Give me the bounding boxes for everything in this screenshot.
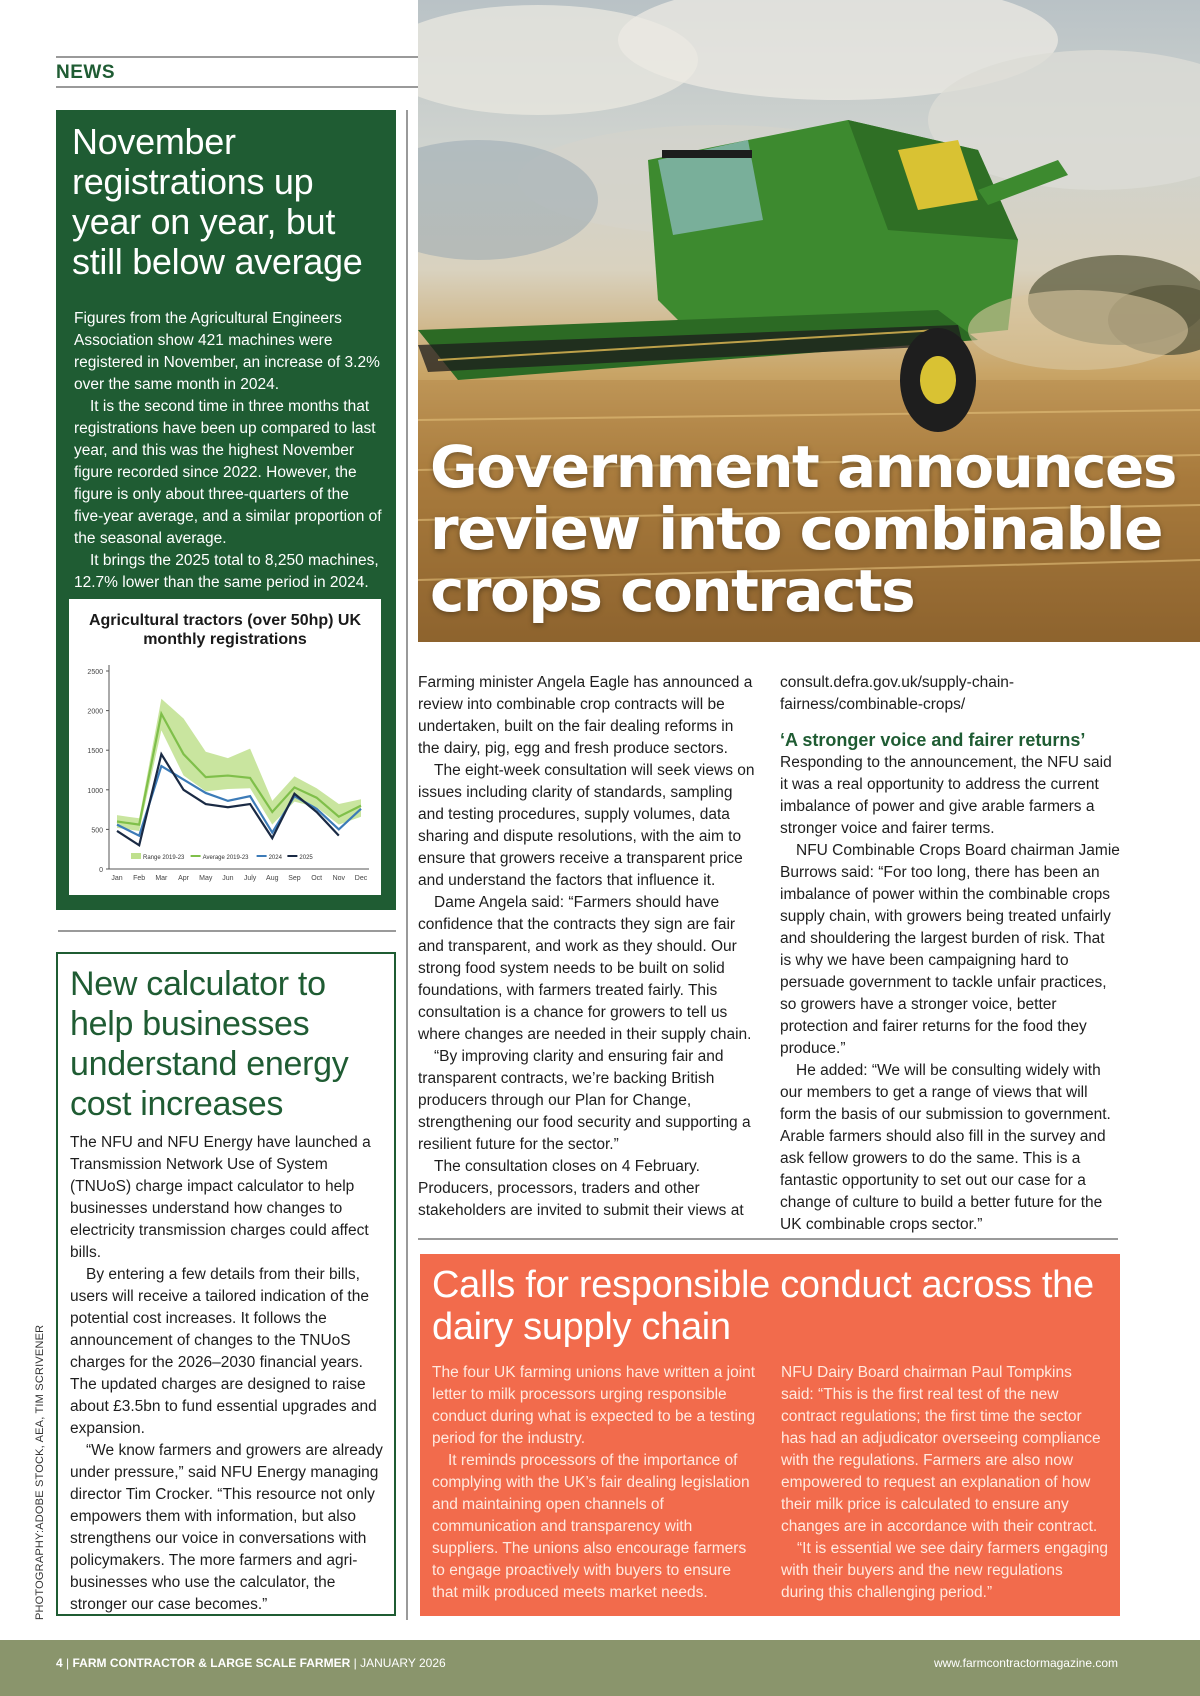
top-rule [56,56,418,58]
story-headline: Calls for responsible conduct across the dairy supply chain [432,1264,1094,1348]
story-headline: November registrations up year on year, but still below average [72,121,363,282]
y-tick-label: 0 [99,867,103,874]
page-footer [0,1640,1200,1696]
y-tick-label: 500 [91,827,103,835]
lead-subhead: ‘A stronger voice and fairer returns’ [780,730,1086,750]
x-tick-label: Jun [222,875,234,882]
legend-label: Range 2019-23 [143,855,185,861]
story-divider [418,1238,1118,1240]
paragraph: It reminds processors of the importance of complying with the UK’s fair dealing legislation and maintaining open channels of communication and transparency with suppliers. The unions also encourage farmers to engage proactively with buyers to ensure that milk produced meets market needs. [432,1452,750,1601]
x-tick-label: Jan [111,875,123,882]
y-tick-label: 2000 [87,708,103,716]
separator: | [353,1656,361,1670]
paragraph: By entering a few details from their bills, users will receive a tailored indication of the potential cost increases. It follows the announcement of changes to the TNUoS charges for the 2026–2030 financial years. The updated charges are designed to raise about £3.5bn to fund essential upgrades and expansion. [70,1266,377,1437]
story-registrations [56,110,396,910]
publication-name: FARM CONTRACTOR & LARGE SCALE FARMER [72,1656,351,1670]
x-tick-label: July [243,875,257,882]
paragraph: “We know farmers and growers are already under pressure,” said NFU Energy managing director Tim Crocker. “This resource not only empowers them with information, but also strengthens our voice in conversations with policymakers. The more farmers and agri-businesses who use the calculator, the stronger our case becomes.” [70,1442,383,1613]
paragraph: The NFU and NFU Energy have launched a Transmission Network Use of System (TNUoS) charge impact calculator to help businesses understand how changes to electricity transmission charges could affect bills. [70,1134,371,1261]
chart-title: Agricultural tractors (over 50hp) UK monthly registrations [88,612,362,648]
x-tick-label: Oct [311,875,323,882]
legend-label: Average 2019-23 [202,855,249,861]
y-tick-label: 2500 [87,669,103,676]
x-tick-label: Nov [332,875,346,882]
section-label: NEWS [56,62,115,83]
x-tick-label: Dec [354,875,368,882]
paragraph: Dame Angela said: “Farmers should have confidence that the contracts they sign are fair and transparent, and work as they should. Our strong food system needs to be built on solid foundations, with farmers treated fairly. This consultation is a chance for growers to tell us where changes are needed in their supply chain. [418,894,752,1043]
lead-column-2 [780,672,1120,1236]
x-tick-label: Sep [288,875,301,882]
paragraph: Responding to the announcement, the NFU said it was a real opportunity to address the current imbalance of power and give arable farmers a stronger voice and fairer terms. [780,754,1112,837]
x-tick-label: Aug [266,875,279,882]
section-rule [56,86,418,88]
paragraph: “By improving clarity and ensuring fair and transparent contracts, we’re backing British producers through our Plan for Change, strengthening our food security and supporting a resilient future for the sector.” [418,1048,751,1153]
paragraph: The eight-week consultation will seek views on issues including clarity of standards, sampling and testing procedures, supply volumes, data sharing and dispute resolutions, with the aim to ensure that growers receive a transparent price and understand the factors that influence it. [418,762,755,889]
consultation-url[interactable]: consult.defra.gov.uk/supply-chain-fairness/combinable-crops/ [780,674,1015,713]
vertical-divider [406,110,408,1620]
range-band [117,699,361,831]
paragraph: It brings the 2025 total to 8,250 machines, 12.7% lower than the same period in 2024. [74,552,379,591]
photo-credit: PHOTOGRAPHY:ADOBE STOCK, AEA, TIM SCRIVENER [34,1324,46,1620]
paragraph: NFU Dairy Board chairman Paul Tompkins said: “This is the first real test of the new contract regulations; the first time the sector has had an adjudicator overseeing compliance with the regulations. Farmers are also now empowered to request an explanation of how their milk price is calculated to ensure any changes are in accordance with their contract. [781,1364,1101,1535]
footer-left [56,1656,446,1670]
story-energy-calculator [56,952,396,1616]
story-dairy [420,1254,1120,1616]
story-body [64,282,388,594]
chart-plot [69,599,381,895]
y-tick-label: 1500 [87,748,103,756]
hero-photo [418,0,1200,642]
paragraph: He added: “We will be consulting widely with our members to get a range of views that will form the basis of our submission to government. Arable farmers should also fill in the survey and ask fellow growers to do the same. This is a fantastic opportunity to set out our case for a change of culture to build a better future for the UK combinable crops sector.” [780,1062,1111,1233]
paragraph: It is the second time in three months that registrations have been up compared to last year, and this was the highest November figure recorded since 2022. However, the figure is only about three-quarters of the five-year average, and a similar proportion of the seasonal average. [74,398,382,547]
story-body [70,1124,384,1616]
story-headline: New calculator to help businesses understand energy cost increases [70,965,349,1123]
lead-column-1 [418,672,758,1222]
paragraph: “It is essential we see dairy farmers engaging with their buyers and the new regulations during this challenging period.” [781,1540,1109,1601]
issue-date: JANUARY 2026 [360,1656,446,1670]
story-column-2 [781,1362,1108,1604]
column-divider [58,930,396,932]
paragraph: The consultation closes on 4 February. Producers, processors, traders and other stakeholders are invited to submit their views at [418,1158,744,1219]
paragraph: NFU Combinable Crops Board chairman Jamie Burrows said: “For too long, there has been an imbalance of power within the combinable crops supply chain, with growers being treated unfairly and shouldering the largest burden of risk. That is why we have been campaigning hard to persuade government to tackle unfair practices, so growers have a stronger voice, better protection and fairer returns for the food they produce.” [780,842,1120,1057]
x-tick-label: Feb [133,875,146,882]
legend-swatch [131,853,141,859]
lead-headline: Government announces review into combinable crops contracts [430,433,1176,625]
website-link[interactable]: www.farmcontractormagazine.com [933,1656,1118,1670]
x-tick-label: Mar [155,875,168,882]
paragraph: Figures from the Agricultural Engineers Association show 421 machines were registered in November, an increase of 3.2% over the same month in 2024. [74,310,380,393]
legend-label: 2025 [299,855,313,861]
page-number: 4 [56,1656,63,1670]
x-tick-label: Apr [178,875,189,882]
separator: | [66,1656,73,1670]
x-tick-label: May [199,875,213,882]
paragraph: The four UK farming unions have written a joint letter to milk processors urging responsible conduct during what is expected to be a testing period for the industry. [432,1364,756,1447]
legend-label: 2024 [268,855,282,861]
paragraph: Farming minister Angela Eagle has announced a review into combinable crop contracts will be undertaken, built on the fair dealing reforms in the dairy, pig, egg and fresh produce sectors. [418,674,753,757]
story-column-1 [432,1362,759,1604]
registrations-chart [69,599,381,895]
y-tick-label: 1000 [87,787,103,795]
